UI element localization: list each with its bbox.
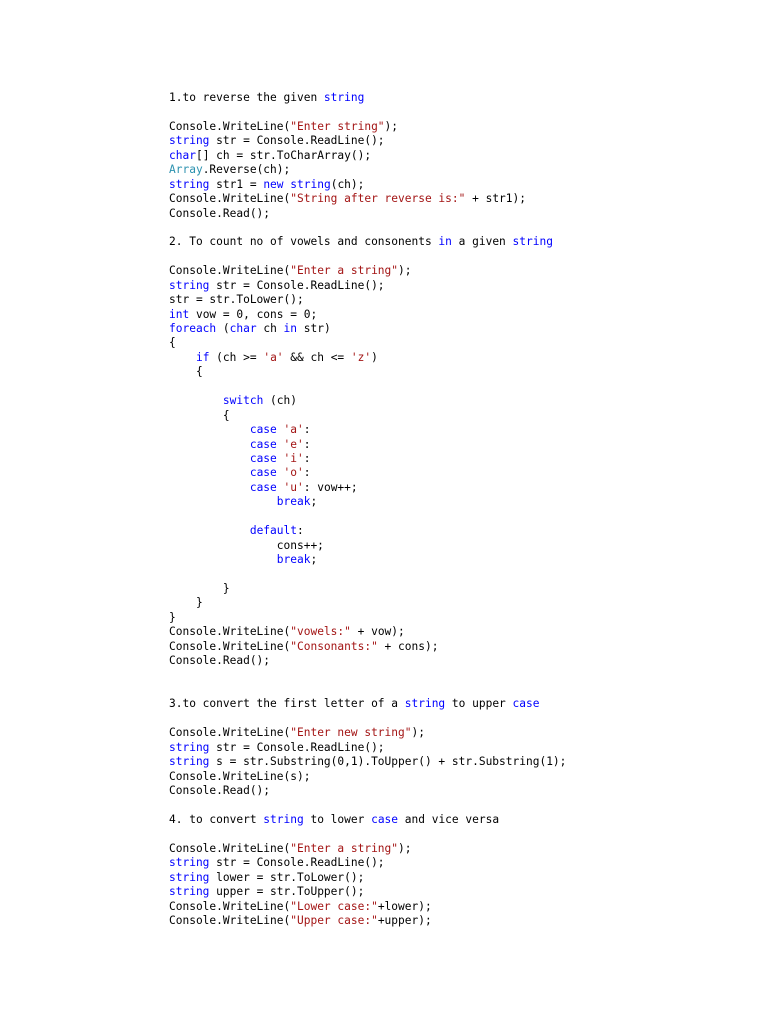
code-line — [169, 264, 759, 278]
code-text — [169, 495, 277, 508]
string-literal: 'o' — [283, 466, 304, 480]
blank-line — [169, 712, 759, 726]
keyword: string — [169, 278, 210, 292]
code-text: : — [303, 451, 311, 465]
code-text: } — [169, 610, 176, 624]
keyword: char — [169, 148, 196, 162]
string-literal: 'a' — [263, 350, 284, 364]
code-text: Console.WriteLine( — [169, 264, 291, 278]
keyword: string — [169, 134, 210, 148]
code-line — [169, 654, 759, 668]
code-text: + vow); — [350, 625, 405, 639]
code-text: Console.Read(); — [169, 654, 271, 668]
code-text: Console.WriteLine( — [169, 639, 291, 653]
string-literal: "vowels:" — [290, 625, 351, 639]
heading-text: and vice versa — [398, 812, 500, 826]
string-literal: "Enter new string" — [290, 726, 412, 740]
code-line — [169, 741, 759, 755]
code-line — [169, 452, 759, 466]
string-literal: "Upper case:" — [290, 913, 378, 927]
section-heading — [169, 813, 759, 827]
keyword: in — [283, 322, 298, 335]
string-literal: "String after reverse is:" — [290, 192, 466, 206]
heading-text: a given — [451, 235, 513, 249]
string-literal: 'a' — [283, 423, 304, 437]
code-text: : — [303, 466, 311, 480]
heading-text: 3.to convert the first letter of a — [169, 697, 405, 711]
blank-line — [169, 105, 759, 119]
blank-line — [169, 380, 759, 394]
blank-line — [169, 221, 759, 235]
section-heading — [169, 697, 759, 711]
section-heading — [169, 235, 759, 249]
code-text: } — [169, 596, 203, 610]
string-literal: 'z' — [350, 350, 372, 364]
code-text: .Reverse(ch); — [202, 163, 291, 177]
keyword: case — [249, 466, 277, 480]
code-text: str = Console.ReadLine(); — [209, 278, 385, 292]
code-text: ); — [398, 841, 412, 855]
blank-line — [169, 827, 759, 841]
code-text — [169, 524, 250, 537]
code-line — [169, 308, 759, 322]
code-text: ; — [310, 553, 318, 566]
code-line — [169, 192, 759, 206]
type-name: Array — [169, 163, 203, 177]
code-text: : — [303, 437, 311, 451]
code-text: Console.WriteLine( — [169, 899, 291, 913]
code-text — [277, 438, 284, 451]
code-text: [] ch = str.ToCharArray(); — [195, 148, 372, 162]
keyword: string — [169, 177, 210, 191]
code-text — [169, 553, 277, 566]
string-literal: "Lower case:" — [290, 899, 378, 913]
code-text: ( — [216, 322, 230, 335]
heading-text: 4. to convert — [169, 812, 264, 826]
code-text — [277, 423, 284, 436]
string-literal: 'u' — [283, 480, 304, 494]
code-line — [169, 582, 759, 596]
code-text: (ch); — [330, 177, 365, 191]
blank-line — [169, 510, 759, 524]
code-text: + str1); — [465, 192, 526, 206]
code-line — [169, 900, 759, 914]
blank-line — [169, 250, 759, 264]
code-text: str = Console.ReadLine(); — [209, 134, 385, 148]
section-heading — [169, 91, 759, 105]
code-line — [169, 842, 759, 856]
string-literal: "Enter a string" — [290, 264, 399, 278]
code-text — [277, 452, 284, 465]
code-line — [169, 409, 759, 423]
string-literal: "Enter a string" — [290, 841, 399, 855]
code-text: : — [296, 524, 304, 538]
string-literal: "Enter string" — [290, 119, 385, 133]
code-text: (ch) — [263, 394, 297, 408]
heading-text: to lower — [303, 812, 372, 826]
keyword: in — [438, 235, 452, 249]
code-text — [169, 351, 196, 364]
code-line — [169, 524, 759, 538]
keyword: string — [169, 856, 210, 870]
code-line — [169, 466, 759, 480]
code-text — [169, 481, 250, 494]
code-text: vow = 0, cons = 0; — [189, 307, 318, 321]
code-text — [169, 394, 223, 407]
code-text: : vow++; — [303, 480, 358, 494]
code-line — [169, 871, 759, 885]
code-line — [169, 726, 759, 740]
code-line — [169, 178, 759, 192]
code-line — [169, 640, 759, 654]
code-text: Console.WriteLine( — [169, 841, 291, 855]
code-text: Console.WriteLine( — [169, 726, 291, 740]
keyword: string — [169, 870, 210, 884]
code-text: Console.WriteLine( — [169, 119, 291, 133]
code-text: Console.WriteLine( — [169, 913, 291, 927]
keyword: case — [512, 697, 540, 711]
string-literal: "Consonants:" — [290, 639, 378, 653]
code-text — [169, 423, 250, 436]
keyword: case — [249, 480, 277, 494]
code-text: Console.WriteLine( — [169, 625, 291, 639]
code-line — [169, 611, 759, 625]
code-line — [169, 625, 759, 639]
code-text: ); — [384, 119, 399, 133]
code-line — [169, 914, 759, 928]
code-line — [169, 293, 759, 307]
code-text — [277, 481, 284, 494]
code-line — [169, 134, 759, 148]
blank-line — [169, 683, 759, 697]
heading-text: 1.to reverse the given — [169, 91, 324, 104]
code-text — [169, 438, 250, 451]
blank-line — [169, 669, 759, 683]
code-text: cons++; — [169, 538, 324, 552]
code-text — [169, 466, 250, 479]
code-text — [169, 452, 250, 465]
code-line — [169, 553, 759, 567]
string-literal: 'i' — [283, 451, 304, 465]
code-line — [169, 163, 759, 177]
code-text: ) — [371, 350, 378, 364]
code-text: str = str.ToLower(); — [169, 293, 304, 307]
code-text: { — [169, 365, 203, 379]
code-line — [169, 365, 759, 379]
keyword: default — [249, 524, 297, 538]
blank-line — [169, 567, 759, 581]
code-text: upper = str.ToUpper(); — [209, 885, 365, 899]
code-line — [169, 351, 759, 365]
code-line — [169, 279, 759, 293]
code-line — [169, 539, 759, 553]
code-text: str) — [297, 322, 331, 335]
keyword: case — [249, 437, 277, 451]
code-text: Console.WriteLine( — [169, 192, 291, 206]
code-text: str1 = — [209, 177, 264, 191]
code-text: ); — [398, 264, 412, 278]
code-line — [169, 596, 759, 610]
keyword: break — [276, 495, 311, 509]
code-document — [169, 91, 759, 928]
keyword: string — [404, 697, 446, 711]
code-text: lower = str.ToLower(); — [209, 870, 365, 884]
code-text: +upper); — [377, 913, 432, 927]
keyword: foreach — [169, 322, 217, 335]
code-line — [169, 856, 759, 870]
code-text: (ch >= — [209, 350, 264, 364]
code-line — [169, 755, 759, 769]
code-text: str = Console.ReadLine(); — [209, 856, 385, 870]
code-line — [169, 207, 759, 221]
code-text: +lower); — [377, 899, 432, 913]
code-line — [169, 423, 759, 437]
code-line — [169, 438, 759, 452]
keyword: string — [290, 177, 331, 191]
code-text: { — [169, 408, 230, 422]
heading-text: to upper — [445, 697, 513, 711]
code-text: ; — [310, 495, 318, 509]
code-line — [169, 336, 759, 350]
keyword: case — [371, 812, 399, 826]
code-line — [169, 481, 759, 495]
blank-line — [169, 798, 759, 812]
keyword: switch — [222, 394, 264, 408]
keyword: string — [169, 885, 210, 899]
code-line — [169, 885, 759, 899]
code-text: + cons); — [377, 639, 439, 653]
code-line — [169, 120, 759, 134]
keyword: break — [276, 553, 311, 566]
keyword: string — [169, 740, 210, 754]
code-text: { — [169, 336, 176, 350]
keyword: string — [169, 755, 210, 769]
keyword: case — [249, 451, 277, 465]
keyword: int — [169, 307, 190, 321]
code-line — [169, 770, 759, 784]
heading-text: 2. To count no of vowels and consonents — [169, 235, 439, 249]
code-line — [169, 149, 759, 163]
code-line — [169, 784, 759, 798]
code-line — [169, 495, 759, 509]
code-text: s = str.Substring(0,1).ToUpper() + str.Substring(1); — [209, 755, 567, 769]
string-literal: 'e' — [283, 437, 304, 451]
code-text: Console.WriteLine(s); — [169, 769, 311, 783]
keyword: string — [263, 812, 304, 826]
keyword: string — [512, 235, 553, 249]
code-line — [169, 394, 759, 408]
code-text: } — [169, 581, 230, 595]
code-text: : — [303, 423, 311, 437]
code-text: ); — [411, 726, 425, 740]
code-text: Console.Read(); — [169, 784, 271, 797]
code-line — [169, 322, 759, 336]
code-text: ch — [256, 322, 284, 335]
code-text: && ch <= — [283, 350, 351, 364]
code-text: str = Console.ReadLine(); — [209, 740, 385, 754]
keyword: string — [323, 91, 365, 104]
keyword: char — [229, 322, 257, 335]
keyword: new — [263, 177, 284, 191]
code-text — [277, 466, 284, 479]
code-text: Console.Read(); — [169, 206, 271, 220]
keyword: if — [195, 350, 210, 364]
keyword: case — [249, 423, 277, 437]
